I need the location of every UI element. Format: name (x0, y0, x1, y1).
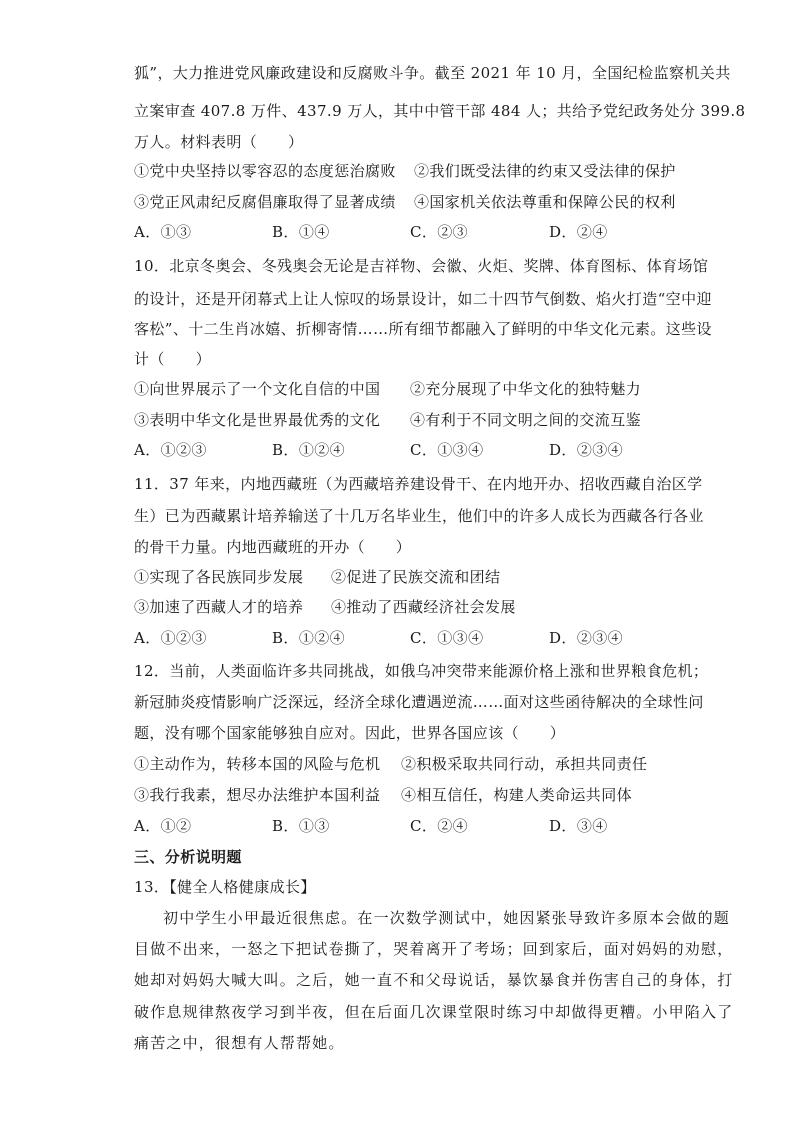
q12-choice-c: C．②④ (410, 817, 469, 835)
q10-stem-line-3: 客松”、十二生肖冰嬉、折柳寄情……所有细节都融入了鲜明的中华文化元素。这些设 (134, 320, 712, 338)
q12-option-2: ②积极采取共同行动，承担共同责任 (401, 755, 648, 773)
q9-option-2: ②我们既受法律的约束又受法律的保护 (414, 162, 676, 180)
q12-stem-line-1: 12．当前，人类面临许多共同挑战，如俄乌冲突带来能源价格上涨和世界粮食危机； (134, 662, 709, 680)
q9-option-4: ④国家机关依法尊重和保障公民的权利 (414, 193, 676, 211)
q11-option-1: ①实现了各民族同步发展 (134, 568, 304, 586)
q9-stem-line-3: 万人。材料表明（ ） (134, 133, 304, 151)
q9-choice-b: B．①④ (272, 223, 330, 241)
section-heading: 三、分析说明题 (134, 848, 242, 866)
q12-choice-d: D．③④ (549, 817, 608, 835)
q13-body-line-3: 她却对妈妈大喊大叫。之后，她一直不和父母说话，暴饮暴食并伤害自己的身体，打 (134, 971, 734, 989)
q10-choice-d: D．②③④ (549, 441, 624, 459)
q10-option-4: ④有利于不同文明之间的交流互鉴 (410, 411, 642, 429)
q13-body-line-4: 破作息规律熬夜学习到半夜，但在后面几次课堂限时练习中却做得更糟。小甲陷入了 (134, 1003, 734, 1021)
q10-option-3: ③表明中华文化是世界最优秀的文化 (134, 411, 381, 429)
q12-option-1: ①主动作为，转移本国的风险与危机 (134, 755, 381, 773)
q9-option-1: ①党中央坚持以零容忍的态度惩治腐败 (134, 162, 396, 180)
q11-option-3: ③加速了西藏人才的培养 (134, 598, 304, 616)
q12-choice-a: A．①② (134, 817, 192, 835)
q10-stem-line-2: 的设计，还是开闭幕式上让人惊叹的场景设计，如二十四节气倒数、焰火打造“空中迎 (134, 290, 712, 308)
q10-option-1: ①向世界展示了一个文化自信的中国 (134, 380, 381, 398)
q9-choice-c: C．②③ (410, 223, 469, 241)
q9-choice-a: A．①③ (134, 223, 192, 241)
q10-choice-a: A．①②③ (134, 441, 207, 459)
q9-option-3: ③党正风肃纪反腐倡廉取得了显著成绩 (134, 193, 396, 211)
q11-choice-a: A．①②③ (134, 629, 207, 647)
q13-title: 13．【健全人格健康成长】 (134, 878, 316, 896)
q9-choice-d: D．②④ (549, 223, 608, 241)
q11-option-4: ④推动了西藏经济社会发展 (331, 598, 516, 616)
q12-stem-line-2: 新冠肺炎疫情影响广泛深远，经济全球化遭遇逆流……面对这些函待解决的全球性问 (134, 693, 704, 711)
q11-stem-line-2: 生）已为西藏累计培养输送了十几万名毕业生，他们中的许多人成长为西藏各行各业 (134, 507, 704, 525)
q13-body-line-5: 痛苦之中，很想有人帮帮她。 (134, 1034, 345, 1052)
q11-choice-c: C．①③④ (410, 629, 484, 647)
q10-stem-line-4: 计（ ） (134, 350, 212, 368)
q12-choice-b: B．①③ (272, 817, 330, 835)
q12-stem-line-3: 题，没有哪个国家能够独自应对。因此，世界各国应该（ ） (134, 724, 566, 742)
q10-stem-line-1: 10．北京冬奥会、冬残奥会无论是吉祥物、会徽、火炬、奖牌、体育图标、体育场馆 (134, 257, 709, 275)
q9-stem-line-1: 狐”，大力推进党风廉政建设和反腐败斗争。截至 2021 年 10 月，全国纪检监察机关共 (134, 64, 731, 82)
q12-option-3: ③我行我素，想尽办法维护本国利益 (134, 786, 381, 804)
q11-stem-line-1: 11．37 年来，内地西藏班（为西藏培养建设骨干、在内地开办、招收西藏自治区学 (134, 475, 703, 493)
q11-stem-line-3: 的骨干力量。内地西藏班的开办（ ） (134, 538, 412, 556)
q10-option-2: ②充分展现了中华文化的独特魅力 (410, 380, 642, 398)
q11-option-2: ②促进了民族交流和团结 (331, 568, 501, 586)
q10-choice-c: C．①③④ (410, 441, 484, 459)
q12-option-4: ④相互信任，构建人类命运共同体 (401, 786, 633, 804)
q13-body-line-1: 初中学生小甲最近很焦虑。在一次数学测试中，她因紧张导致许多原本会做的题 (163, 909, 731, 927)
q10-choice-b: B．①②④ (272, 441, 346, 459)
q11-choice-d: D．②③④ (549, 629, 624, 647)
q9-stem-line-2: 立案审查 407.8 万件、437.9 万人，其中中管干部 484 人；共给予党纪政务处分 399.8 (134, 102, 746, 120)
q13-body-line-2: 目做不出来，一怒之下把试卷撕了，哭着离开了考场；回到家后，面对妈妈的劝慰， (134, 940, 734, 958)
q11-choice-b: B．①②④ (272, 629, 346, 647)
